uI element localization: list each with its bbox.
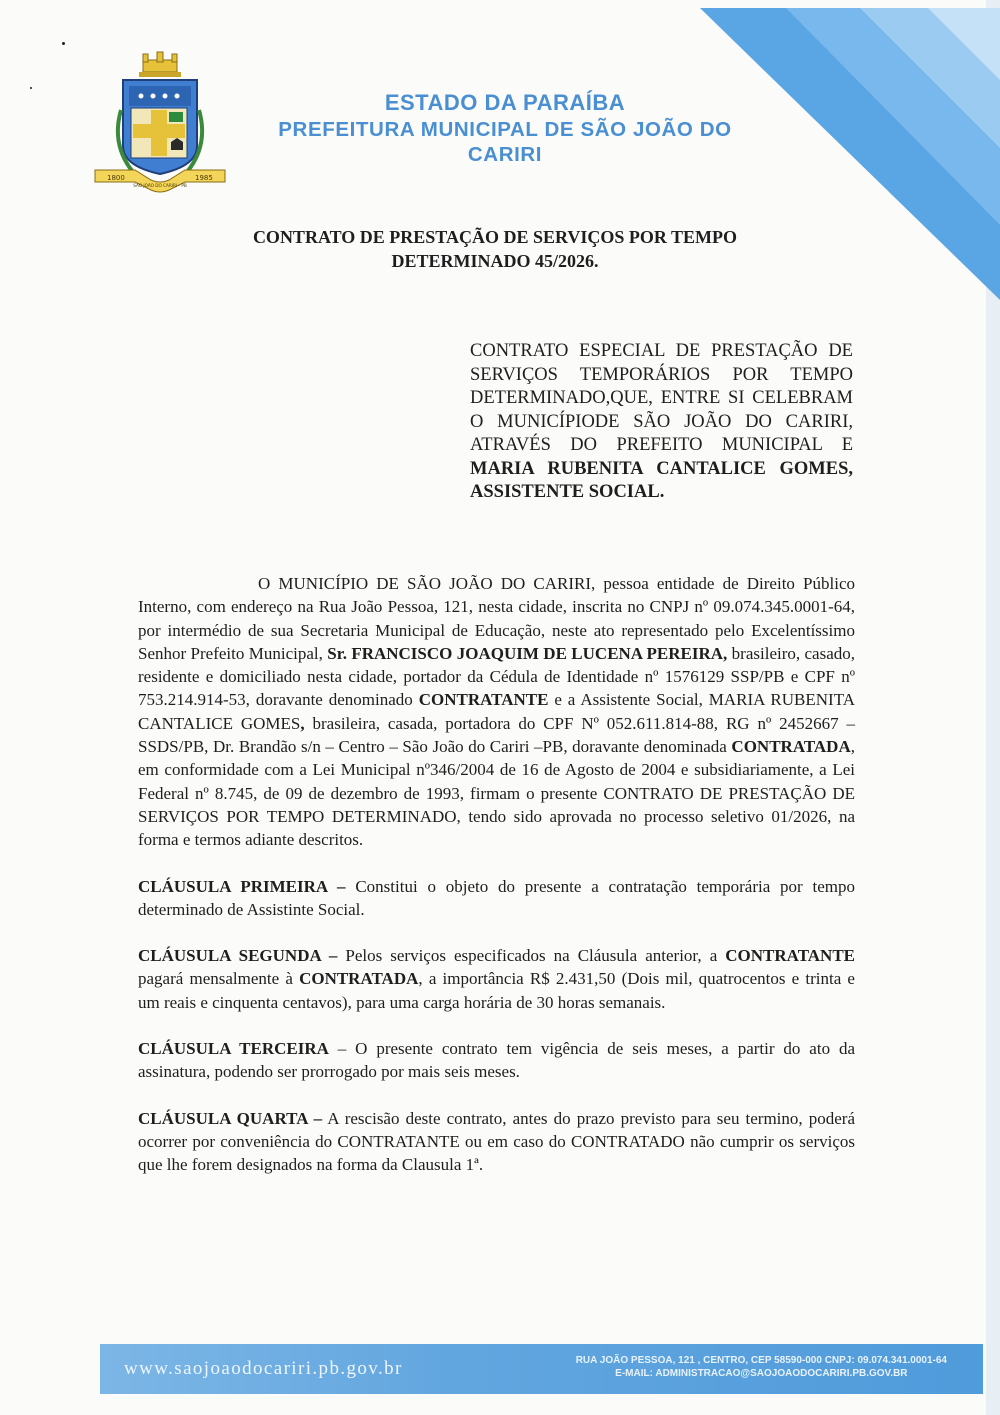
contract-title: [150, 225, 840, 273]
contract-title-line1: CONTRATO DE PRESTAÇÃO DE SERVIÇOS POR TEMPO: [252, 227, 738, 247]
contratante-label: CONTRATANTE: [418, 690, 549, 710]
scan-speck: [62, 42, 65, 45]
clause-1-text: Constitui o objeto do presente a contratação temporária por tempo determinado de Assistinte Social.: [138, 876, 855, 919]
contratada-label: CONTRATADA: [299, 969, 419, 989]
preamble-text: O MUNICÍPIO DE SÃO JOÃO DO CARIRI, pessoa entidade de Direito Público Interno, com endereço na Rua João Pessoa, 121, nesta cidade, inscrita no CNPJ nº 09.074.345.0001-64, por intermédio de sua Secretaria Municipal de Educação, neste ato representado pelo Excelentíssimo Senhor Prefeito Municipal,: [138, 574, 855, 663]
clause-1-label: CLÁUSULA PRIMEIRA –: [138, 876, 346, 896]
preamble-paragraph: [138, 572, 855, 852]
contratada-label: CONTRATADA: [731, 737, 851, 757]
clause-1: [138, 875, 855, 922]
clause-4-label: CLÁUSULA QUARTA –: [138, 1108, 323, 1128]
summary-contractor: MARIA RUBENITA CANTALICE GOMES, ASSISTENTE SOCIAL.: [470, 458, 853, 502]
preamble-text: e a Assistente Social, MARIA RUBENITA CANTALICE GOMES: [138, 690, 856, 733]
crest-ribbon-center: SÃO JOÃO DO CARIRI - PB: [133, 183, 187, 188]
website-url: www.saojoaodocariri.pb.gov.br: [124, 1358, 403, 1379]
contract-body: [138, 572, 855, 1200]
scan-speck: [30, 87, 32, 89]
preamble-text: brasileiro, casado, residente e domiciliado nesta cidade, portador da Cédula de Identidade nº 1576129 SSP/PB e CPF nº 753.214.914-53, doravante denominado: [138, 643, 856, 710]
clause-2-text: Pelos serviços especificados na Cláusula anterior, a: [337, 946, 726, 966]
preamble-text: brasileira, casada, portadora do CPF Nº 052.611.814-88, RG nº 2452667 – SSDS/PB, Dr. Brandão s/n – Centro – São João do Cariri –PB, doravante denominada: [138, 713, 855, 757]
footer-email: E-MAIL: ADMINISTRACAO@SAOJOAODOCARIRI.PB.GOV.BR: [615, 1368, 908, 1379]
crest-ribbon-right: 1985: [195, 174, 213, 182]
preamble-comma: ,: [300, 713, 305, 733]
clause-4-text: A rescisão deste contrato, antes do prazo previsto para seu termino, poderá ocorrer por conveniência do CONTRATANTE ou em caso do CONTRATADO não cumprir os serviços que lhe forem designados na forma da Clausula 1ª.: [138, 1108, 855, 1175]
summary-text: CONTRATO ESPECIAL DE PRESTAÇÃO DE SERVIÇOS TEMPORÁRIOS POR TEMPO DETERMINADO,QUE, ENTRE SI CELEBRAM O MUNICÍPIODE SÃO JOÃO DO CARIRI, ATRAVÉS DO PREFEITO MUNICIPAL E: [470, 341, 853, 455]
clause-4: [138, 1107, 855, 1177]
clause-3-label: CLÁUSULA TERCEIRA: [138, 1039, 329, 1059]
preamble-text: , em conformidade com a Lei Municipal nº346/2004 de 16 de Agosto de 2004 e subsidiariamente, a Lei Federal nº 8.745, de 09 de dezembro de 1993, firmam o presente CONTRATO DE PRESTAÇÃO DE SERVIÇOS POR TEMPO DETERMINADO, tendo sido aprovada no processo seletivo 01/2026, na forma e termos adiante descritos.: [138, 737, 855, 850]
clause-2: [138, 944, 855, 1014]
mayor-name: Sr. FRANCISCO JOAQUIM DE LUCENA PEREIRA,: [327, 643, 728, 663]
crest-ribbon-left: 1800: [107, 174, 125, 182]
contract-title-line2: DETERMINADO 45/2026.: [391, 251, 599, 271]
footer-band: [100, 1344, 983, 1394]
municipal-crest-icon: [93, 50, 253, 195]
clause-2-label: CLÁUSULA SEGUNDA –: [138, 946, 338, 966]
municipality-name: PREFEITURA MUNICIPAL DE SÃO JOÃO DO CARIRI: [278, 117, 732, 166]
footer-contact: [576, 1354, 947, 1380]
letterhead: [240, 90, 770, 167]
contract-summary: [470, 340, 853, 505]
contratante-label: CONTRATANTE: [725, 946, 855, 966]
clause-3: [138, 1037, 855, 1084]
clause-2-text: pagará mensalmente à: [138, 969, 300, 989]
clause-2-text: , a importância R$ 2.431,50 (Dois mil, quatrocentos e trinta e um reais e cinquenta centavos), para uma carga horária de 30 horas semanais.: [138, 969, 855, 1012]
footer-address: RUA JOÃO PESSOA, 121 , CENTRO, CEP 58590-000 CNPJ: 09.074.341.0001-64: [575, 1355, 947, 1366]
clause-3-text: – O presente contrato tem vigência de seis meses, a partir do ato da assinatura, podendo ser prorrogado por mais seis meses.: [138, 1039, 856, 1082]
state-name: ESTADO DA PARAÍBA: [384, 90, 626, 115]
